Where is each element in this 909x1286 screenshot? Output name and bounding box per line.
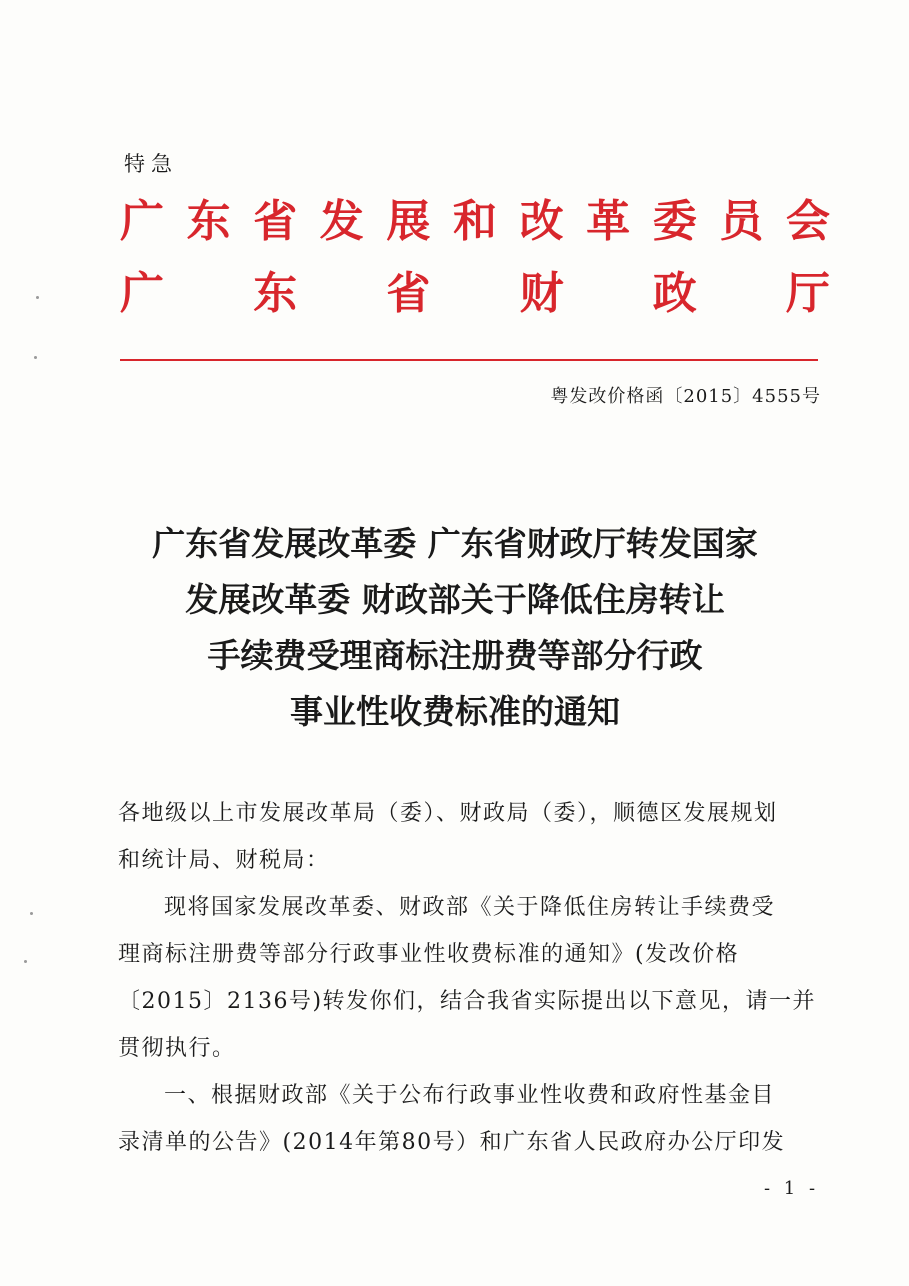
issuer-character: 财 — [519, 268, 564, 319]
issuer-character: 政 — [652, 268, 697, 319]
scan-speck — [36, 296, 39, 299]
issuer-character: 厅 — [785, 268, 830, 319]
document-number: 粤发改价格函〔2015〕4555号 — [550, 386, 821, 407]
issuer-character: 省 — [386, 268, 431, 319]
issuer-character: 发 — [319, 196, 364, 247]
issuer-name-finance — [120, 268, 830, 319]
paragraph-line: 现将国家发展改革委、财政部《关于降低住房转让手续费受 — [164, 895, 776, 920]
paragraph-line: 一、根据财政部《关于公布行政事业性收费和政府性基金目 — [164, 1083, 776, 1108]
issuer-character: 会 — [785, 196, 830, 247]
issuer-character: 省 — [253, 196, 298, 247]
red-divider-line — [120, 359, 818, 361]
urgency-label: 特急 — [124, 152, 178, 176]
paragraph-line: 录清单的公告》(2014年第80号）和广东省人民政府办公厅印发 — [118, 1130, 786, 1155]
page-number: - 1 - — [764, 1178, 820, 1199]
scan-speck — [34, 356, 37, 359]
paragraph-line: 贯彻执行。 — [118, 1036, 236, 1061]
issuer-character: 员 — [719, 196, 764, 247]
paragraph-line: 理商标注册费等部分行政事业性收费标准的通知》(发改价格 — [118, 942, 740, 967]
issuer-name-ndrc — [120, 196, 830, 247]
issuer-character: 革 — [586, 196, 631, 247]
issuer-character: 广 — [120, 268, 164, 319]
issuer-character: 东 — [186, 196, 231, 247]
issuer-character: 改 — [519, 196, 564, 247]
issuer-character: 东 — [253, 268, 298, 319]
document-title — [100, 516, 810, 740]
title-line: 广东省发展改革委 广东省财政厅转发国家 — [152, 524, 758, 563]
title-line: 事业性收费标准的通知 — [290, 692, 620, 731]
issuer-character: 委 — [652, 196, 697, 247]
addressee-line: 各地级以上市发展改革局（委）、财政局（委），顺德区发展规划 — [118, 801, 778, 826]
addressee-line: 和统计局、财税局： — [118, 848, 330, 873]
issuer-character: 广 — [120, 196, 164, 247]
issuer-character: 展 — [386, 196, 431, 247]
paragraph-line: 〔2015〕2136号)转发你们，结合我省实际提出以下意见，请一并 — [118, 989, 817, 1014]
issuer-character: 和 — [452, 196, 497, 247]
title-line: 发展改革委 财政部关于降低住房转让 — [185, 580, 725, 619]
scan-speck — [24, 960, 27, 963]
title-line: 手续费受理商标注册费等部分行政 — [207, 636, 703, 675]
scan-speck — [30, 912, 33, 915]
document-body — [118, 790, 830, 1166]
